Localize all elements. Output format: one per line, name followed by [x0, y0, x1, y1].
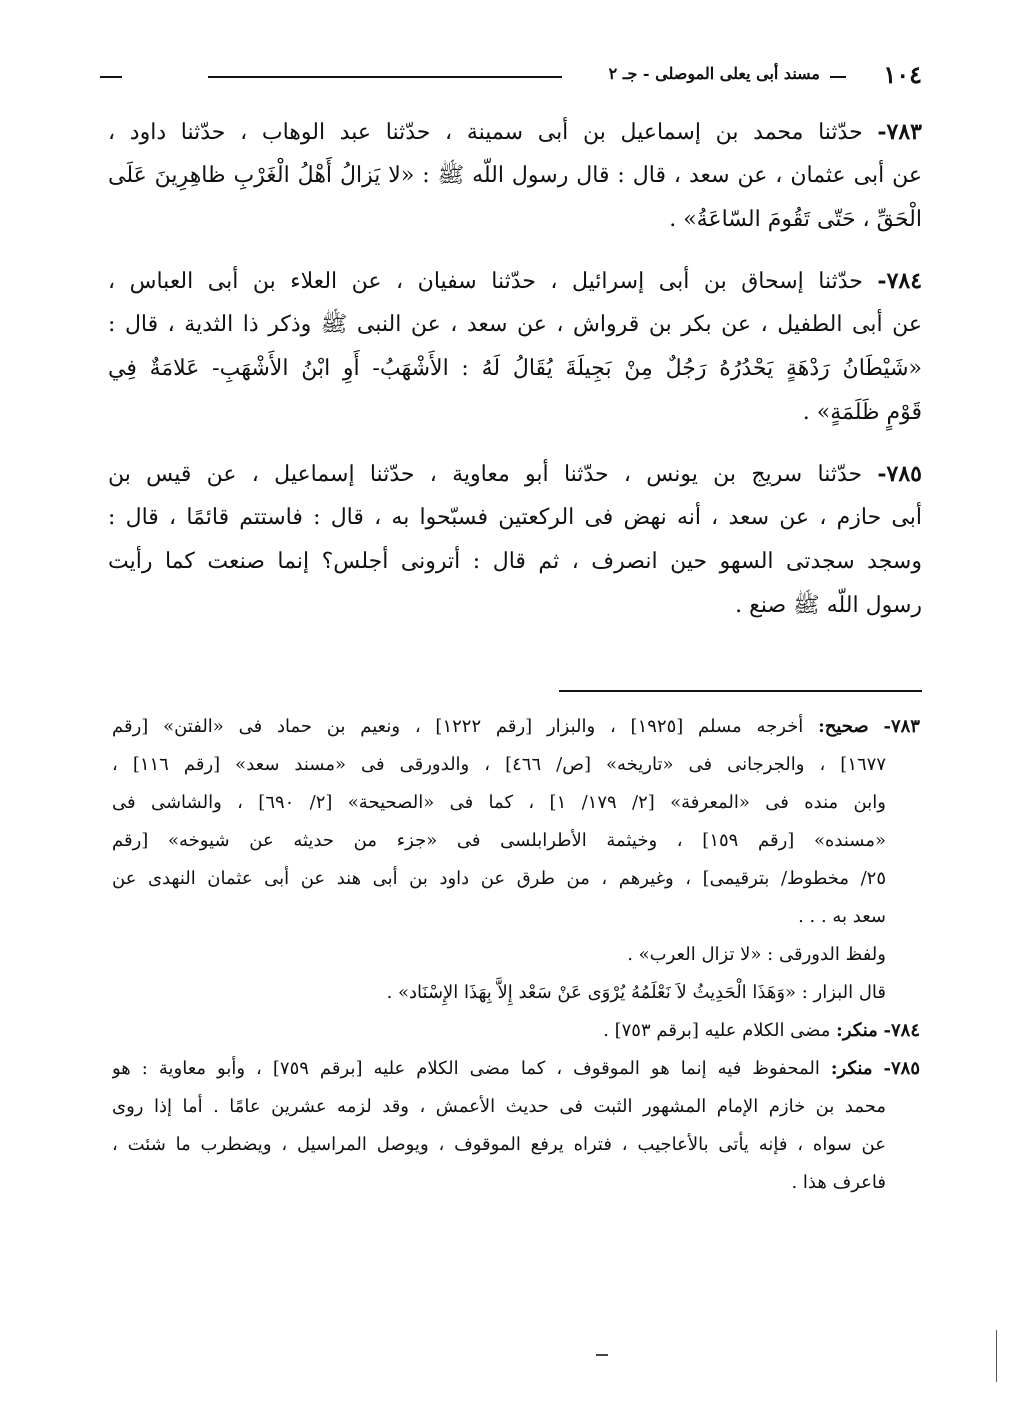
- footnote-783-line: «مسنده» [رقم ١٥٩] ، وخيثمة الأطرابلسى فى «جزء من حديثه عن شيوخه» [رقم: [112, 830, 886, 851]
- scan-edge-mark: [996, 1330, 997, 1382]
- footnote-783-line: ١٦٧٧] ، والجرجانى فى «تاريخه» [ص/ ٤٦٦] ، والدورقى فى «مسند سعد» [رقم ١١٦] ،: [112, 754, 886, 775]
- header-title: مسند أبى يعلى الموصلى - جـ ٢: [608, 64, 820, 83]
- footnote-783-extra: قال البزار : «وَهَذَا الْحَدِيثُ لاَ نَعْلَمُهُ يُرْوَى عَنْ سَعْد إِلاَّ بِهَذَا الإِسْنَاد» .: [386, 982, 886, 1003]
- hadith-number: ٧٨٣-: [877, 119, 922, 145]
- footnote-number: ٧٨٥-: [883, 1058, 920, 1079]
- footnote-number: ٧٨٣-: [883, 716, 920, 737]
- hadith-784-line: «شَيْطَانُ رَدْهَةٍ يَحْدُرُهُ رَجُلٌ مِنْ بَجِيلَةَ يُقَالُ لَهُ : الأَشْهَبُ- أَوِ ابْنُ الأَشْهَبِ- عَلامَةٌ فِي: [108, 356, 922, 381]
- hadith-785-line: وسجد سجدتى السهو حين انصرف ، ثم قال : أترونى أجلس؟ إنما صنعت كما رأيت: [108, 549, 922, 574]
- grade-label: صحيح:: [818, 716, 869, 737]
- hadith-783-line: عن أبى عثمان ، عن سعد ، قال : قال رسول اللّه ﷺ : «لا يَزالُ أَهْلُ الْغَرْبِ ظاهِرِينَ عَلَى: [108, 163, 922, 188]
- hadith-785-line: ٧٨٥- حدّثنا سريج بن يونس ، حدّثنا أبو معاوية ، حدّثنا إسماعيل ، عن قيس بن: [108, 461, 922, 487]
- footnote-number: ٧٨٤-: [883, 1020, 920, 1041]
- footnote-785-line: محمد بن خازم الإمام المشهور الثبت فى حديث الأعمش ، وقد لزمه عشرين عامًا . أما إذا روى: [112, 1096, 886, 1117]
- header-rule: [100, 76, 122, 78]
- grade-label: منكر:: [836, 1020, 878, 1041]
- hadith-784-line: عن أبى الطفيل ، عن بكر بن قرواش ، عن سعد ، عن النبى ﷺ وذكر ذا الثدية ، قال :: [108, 312, 922, 337]
- hadith-783-line: الْحَقِّ ، حَتّى تَقُومَ السّاعَةُ» .: [669, 207, 922, 232]
- footnote-783-line: ٢٥/ مخطوط/ بترقيمى] ، وغيرهم ، من طرق عن داود بن أبى هند عن أبى عثمان النهدى عن: [112, 868, 886, 889]
- hadith-785-line: رسول اللّه ﷺ صنع .: [735, 593, 922, 618]
- header-volume: - جـ ٢: [608, 64, 650, 83]
- footnote-783-line: وابن منده فى «المعرفة» [٢/ ١٧٩/ ١] ، كما فى «الصحيحة» [٢/ ٦٩٠] ، والشاشى فى: [112, 792, 886, 813]
- footnote-separator: [559, 690, 922, 692]
- hadith-783-line: ٧٨٣- حدّثنا محمد بن إسماعيل بن أبى سمينة ، حدّثنا عبد الوهاب ، حدّثنا داود ،: [108, 119, 922, 145]
- footnote-785-line: فاعرف هذا .: [791, 1172, 886, 1193]
- header-rule: [208, 76, 562, 78]
- footnote-785-line: عن سواه ، فإنه يأتى بالأعاجيب ، فتراه يرفع الموقوف ، ويوصل المراسيل ، ويضطرب ما شئت ،: [112, 1134, 886, 1155]
- running-header: [100, 60, 924, 100]
- header-rule: [830, 76, 846, 78]
- footnote-785-line: ٧٨٥- منكر: المحفوظ فيه إنما هو الموقوف ، كما مضى الكلام عليه [برقم ٧٥٩] ، وأبو معاوية : هو: [112, 1058, 920, 1079]
- hadith-number: ٧٨٤-: [877, 268, 922, 294]
- footnote-784-line: ٧٨٤- منكر: مضى الكلام عليه [برقم ٧٥٣] .: [603, 1020, 920, 1041]
- hadith-number: ٧٨٥-: [877, 461, 922, 487]
- hadith-784-line: قَوْمٍ ظَلَمَةٍ» .: [802, 400, 922, 425]
- footnote-783-line: سعد به . . .: [798, 906, 886, 927]
- page-number: ١٠٤: [883, 60, 922, 89]
- main-text: [108, 110, 922, 628]
- grade-label: منكر:: [830, 1058, 873, 1079]
- hadith-785-line: أبى حازم ، عن سعد ، أنه نهض فى الركعتين فسبّحوا به ، قال : فاستتم قائمًا ، قال :: [108, 505, 922, 530]
- footnote-783-line: ٧٨٣- صحيح: أخرجه مسلم [١٩٢٥] ، والبزار [رقم ١٢٢٢] ، ونعيم بن حماد فى «الفتن» [رقم: [112, 716, 920, 737]
- hadith-784-line: ٧٨٤- حدّثنا إسحاق بن أبى إسرائيل ، حدّثنا سفيان ، عن العلاء بن أبى العباس ،: [108, 268, 922, 294]
- footnote-783-extra: ولفظ الدورقى : «لا تزال العرب» .: [627, 944, 886, 965]
- footnotes: [112, 708, 920, 1202]
- print-mark: [596, 1354, 608, 1356]
